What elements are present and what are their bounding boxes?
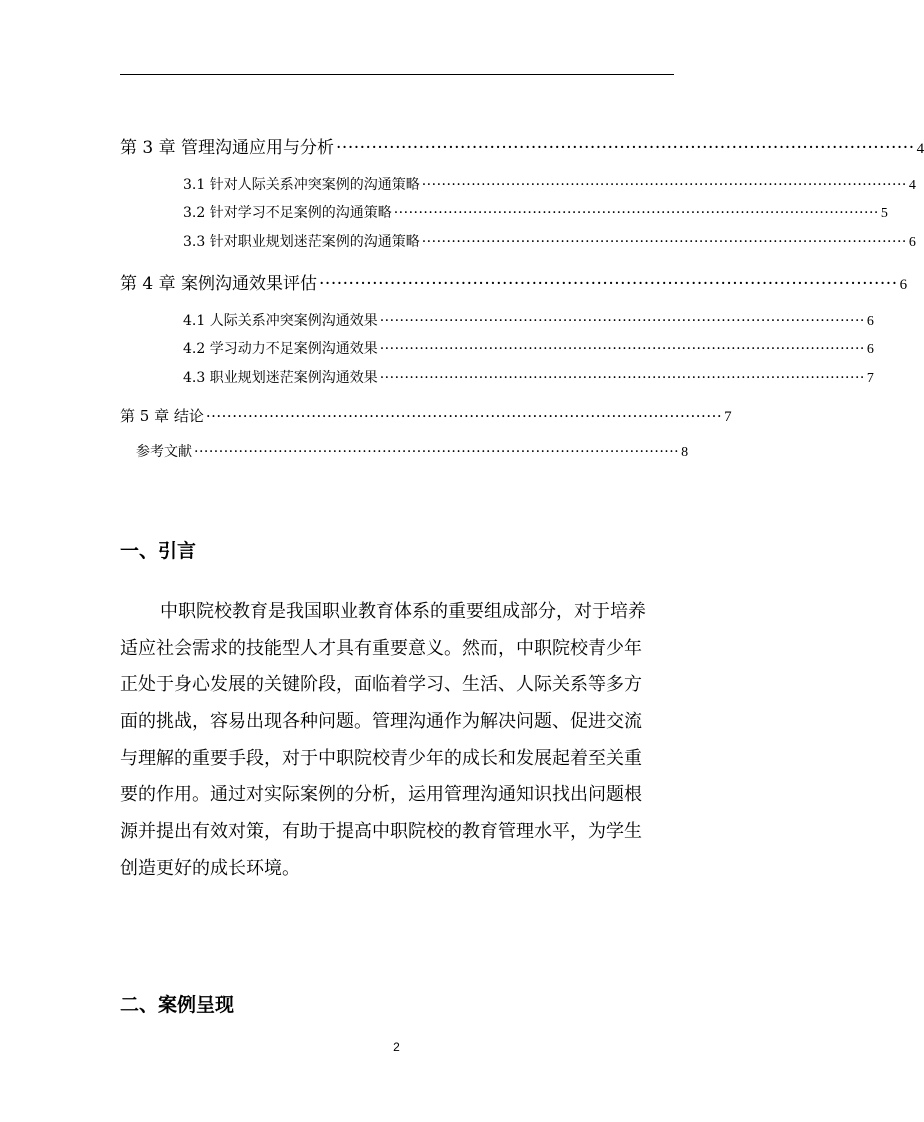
toc-chapter-3-page: 4	[916, 141, 924, 157]
toc-section-3-3[interactable]	[183, 231, 916, 251]
toc-section-4-1-label: 4.1 人际关系冲突案例沟通效果	[183, 313, 378, 329]
toc-leader: ··································································································	[421, 234, 907, 250]
toc-leader: ··································································································	[379, 341, 865, 357]
toc-leader: ··································································································	[421, 177, 907, 193]
toc-chapter-3-label: 第 3 章 管理沟通应用与分析	[120, 138, 335, 158]
toc-chapter-5-page: 7	[724, 409, 732, 425]
paragraph-line: 中职院校教育是我国职业教育体系的重要组成部分，对于培养	[160, 601, 646, 622]
toc-section-3-2-page: 5	[880, 206, 888, 221]
page-number: 2	[393, 1040, 400, 1054]
toc-section-4-3[interactable]	[183, 367, 874, 387]
paragraph-line: 与理解的重要手段，对于中职院校青少年的成长和发展起着至关重	[120, 747, 642, 769]
toc-chapter-5-label: 第 5 章 结论	[120, 407, 204, 425]
toc-chapter-4-page: 6	[899, 277, 908, 293]
toc-section-3-1-label: 3.1 针对人际关系冲突案例的沟通策略	[183, 177, 420, 193]
toc-references-label: 参考文献	[136, 444, 192, 460]
toc-section-4-3-label: 4.3 职业规划迷茫案例沟通效果	[183, 370, 378, 386]
toc-section-4-1[interactable]	[183, 310, 874, 330]
toc-chapter-4[interactable]	[120, 269, 908, 294]
paragraph-line: 源并提出有效对策，有助于提高中职院校的教育管理水平，为学生	[120, 821, 642, 843]
toc-section-4-2-label: 4.2 学习动力不足案例沟通效果	[183, 341, 378, 357]
toc-section-4-2[interactable]	[183, 338, 874, 358]
toc-leader: ··································································································	[194, 444, 680, 460]
toc-section-4-2-page: 6	[866, 342, 874, 357]
toc-section-3-2[interactable]	[183, 202, 888, 222]
header-rule	[120, 74, 674, 75]
toc-references-page: 8	[681, 445, 689, 460]
section-heading-introduction: 一、引言	[120, 540, 197, 562]
toc-section-4-3-page: 7	[866, 371, 874, 386]
toc-section-3-1-page: 4	[908, 178, 916, 193]
toc-chapter-3[interactable]	[120, 133, 924, 158]
toc-chapter-5[interactable]	[120, 405, 732, 426]
toc-section-3-1[interactable]	[183, 174, 916, 194]
paragraph-line: 创造更好的成长环境。	[120, 857, 300, 879]
toc-leader: ··································································································	[205, 407, 723, 425]
toc-chapter-4-label: 第 4 章 案例沟通效果评估	[120, 274, 318, 294]
toc-section-3-3-label: 3.3 针对职业规划迷茫案例的沟通策略	[183, 234, 420, 250]
introduction-paragraph	[120, 594, 668, 888]
toc-section-3-3-page: 6	[908, 235, 916, 250]
toc-leader: ··································································································	[319, 274, 898, 294]
toc-references[interactable]	[136, 441, 689, 461]
toc-leader: ··································································································	[393, 205, 879, 221]
toc-leader: ··································································································	[379, 370, 865, 386]
toc-section-4-1-page: 6	[866, 314, 874, 329]
paragraph-line: 要的作用。通过对实际案例的分析，运用管理沟通知识找出问题根	[120, 784, 642, 806]
toc-section-3-2-label: 3.2 针对学习不足案例的沟通策略	[183, 205, 392, 221]
toc-leader: ··································································································	[336, 138, 915, 158]
paragraph-line: 适应社会需求的技能型人才具有重要意义。然而，中职院校青少年	[120, 637, 642, 659]
paragraph-line: 正处于身心发展的关键阶段，面临着学习、生活、人际关系等多方	[120, 674, 642, 696]
paragraph-line: 面的挑战，容易出现各种问题。管理沟通作为解决问题、促进交流	[120, 711, 642, 733]
toc-leader: ··································································································	[379, 313, 865, 329]
section-heading-case-presentation: 二、案例呈现	[120, 994, 235, 1016]
